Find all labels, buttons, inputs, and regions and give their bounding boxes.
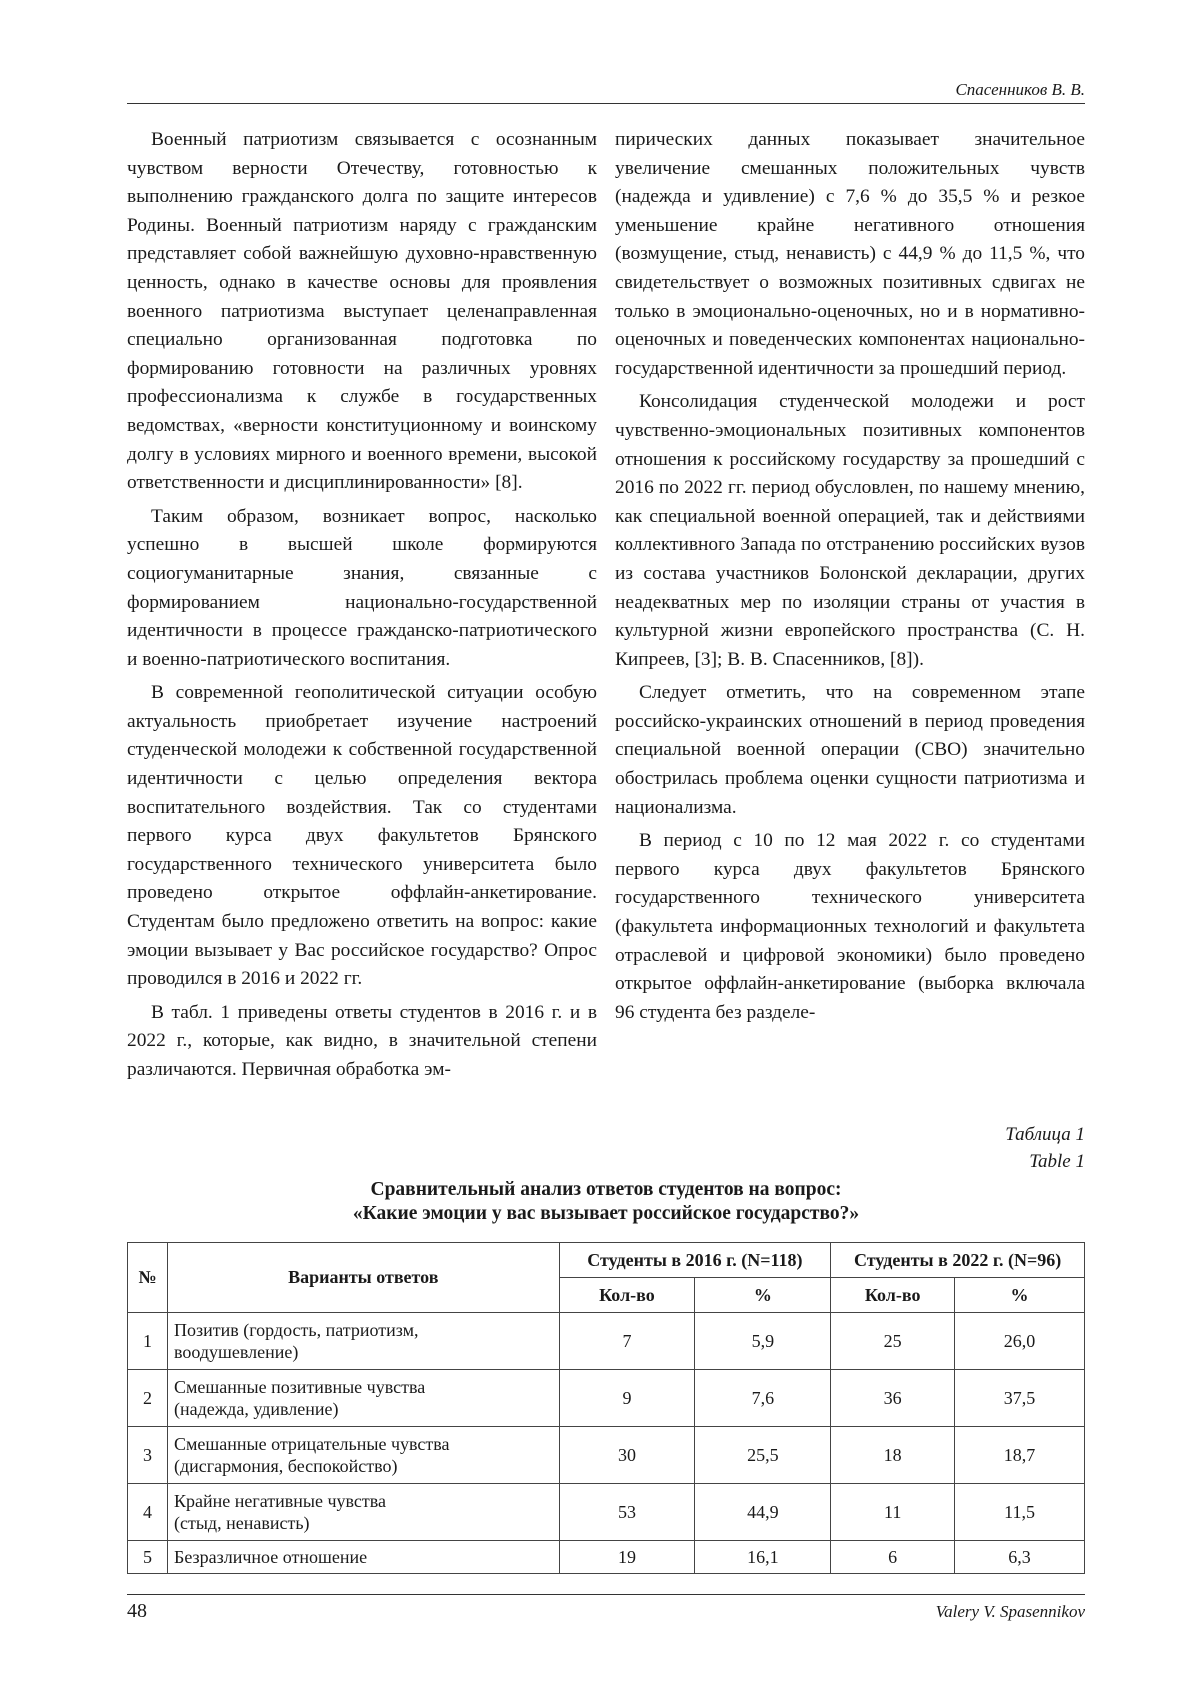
row-percent-2022: 11,5 [955,1484,1085,1541]
row-num: 1 [128,1313,168,1370]
row-answer [167,1541,559,1574]
paragraph-continued: пирических данных показывает значительное увеличение смешанных положительных чувств (надежда и удивление) с 7,6 % до 35,5 % и резкое уменьшение крайне негативного отношения (возмущение, стыд, ненависть) с 44,9 % до 11,5 %, что свидетельствует о возможных позитивных сдвигах не только в эмоционально-оценочных, но и в нормативно-оценочных и поведенческих компонентах национально-государственной идентичности за прошедший период. [615,129,1085,379]
row-answer-line: Позитив (гордость, патриотизм, [173,1320,419,1340]
left-column [127,126,597,1090]
paragraph: Консолидация студенческой молодежи и рост чувственно-эмоциональных позитивных компонентов отношения к российскому государству за прошедший с 2016 по 2022 гг. период обусловлен, по нашему мнению, как специальной военной операцией, так и действиями коллективного Запада по отстранению российских вузов из состава участников Болонской декларации, других неадекватных мер по изоляции страны от участия в культурной жизни европейского пространства (С. Н. Кипреев, [3]; В. В. Спасенников, [8]). [615,391,1085,670]
row-percent-2016: 44,9 [695,1484,831,1541]
paragraph: В табл. 1 приведены ответы студентов в 2016 г. и в 2022 г., которые, как видно, в значительной степени различаются. Первичная обработка эм- [127,1001,597,1080]
header-group-2022: Студенты в 2022 г. (N=96) [831,1243,1085,1278]
header-group-2016: Студенты в 2016 г. (N=118) [559,1243,831,1278]
row-answer-line: Смешанные позитивные чувства [173,1377,426,1397]
table-row [128,1370,1085,1427]
table-label [1005,1121,1085,1175]
page-number: 48 [127,1600,147,1622]
row-num: 4 [128,1484,168,1541]
row-percent-2016: 7,6 [695,1370,831,1427]
paragraph: В современной геополитической ситуации особую актуальность приобретает изучение настроений студенческой молодежи к собственной государственной идентичности с целью определения вектора воспитательного воздействия. Так со студентами первого курса двух факультетов Брянского государственного технического университета было проведено открытое оффлайн-анкетирование. Студентам было предложено ответить на вопрос: какие эмоции вызывает у Вас российское государство? Опрос проводился в 2016 и 2022 гг. [127,682,597,990]
table-title [127,1178,1085,1226]
row-answer-line: Смешанные отрицательные чувства [173,1434,450,1454]
header-count-2022: Кол-во [831,1278,955,1313]
paragraph: Следует отметить, что на современном этапе российско-украинских отношений в период проведения специальной военной операции (СВО) значительно обострилась проблема оценки сущности патриотизма и национализма. [615,682,1085,818]
row-answer-line: Безразличное отношение [173,1547,368,1567]
row-answer-line: воодушевление) [173,1342,299,1362]
header-count-2016: Кол-во [559,1278,695,1313]
row-count-2022: 6 [831,1541,955,1574]
row-count-2022: 25 [831,1313,955,1370]
row-count-2016: 53 [559,1484,695,1541]
row-percent-2016: 25,5 [695,1427,831,1484]
footer-divider [127,1594,1085,1595]
row-percent-2016: 5,9 [695,1313,831,1370]
row-answer-line: Крайне негативные чувства [173,1491,387,1511]
paragraph: Таким образом, возникает вопрос, насколько успешно в высшей школе формируются социогуманитарные знания, связанные с формированием национально-государственной идентичности в процессе гражданско-патриотического и военно-патриотического воспитания. [127,505,597,670]
row-percent-2022: 37,5 [955,1370,1085,1427]
paragraph: Военный патриотизм связывается с осознанным чувством верности Отечеству, готовностью к выполнению гражданского долга по защите интересов Родины. Военный патриотизм наряду с гражданским представляет собой важнейшую духовно-нравственную ценность, однако в качестве основы для проявления военного патриотизма выступает целенаправленная специально организованная подготовка по формированию готовности на различных уровнях профессионализма к службе в государственных ведомствах, «верности конституционному и воинскому долгу в условиях мирного и военного времени, высокой ответственности и дисциплинированности» [8]. [127,129,597,494]
paragraph: В период с 10 по 12 мая 2022 г. со студентами первого курса двух факультетов Брянского государственного технического университета (факультета информационных технологий и факультета отраслевой и цифровой экономики) было проведено открытое оффлайн-анкетирование (выборка включала 96 студента без разделе- [615,830,1085,1023]
row-answer [167,1484,559,1541]
row-count-2016: 30 [559,1427,695,1484]
row-num: 5 [128,1541,168,1574]
row-answer [167,1313,559,1370]
row-percent-2022: 6,3 [955,1541,1085,1574]
row-percent-2022: 26,0 [955,1313,1085,1370]
row-count-2022: 36 [831,1370,955,1427]
row-count-2022: 18 [831,1427,955,1484]
table-label-en: Table 1 [1029,1151,1085,1172]
table-row [128,1427,1085,1484]
row-count-2016: 7 [559,1313,695,1370]
row-count-2016: 9 [559,1370,695,1427]
running-header-author: Спасенников В. В. [955,80,1085,99]
header-percent-2022: % [955,1278,1085,1313]
table-row [128,1484,1085,1541]
row-answer-line: (надежда, удивление) [173,1399,339,1419]
row-answer [167,1427,559,1484]
row-percent-2016: 16,1 [695,1541,831,1574]
row-percent-2022: 18,7 [955,1427,1085,1484]
row-answer-line: (стыд, ненависть) [173,1513,310,1533]
table-title-line1: Сравнительный анализ ответов студентов на вопрос: [370,1179,842,1200]
row-count-2022: 11 [831,1484,955,1541]
header-divider [127,103,1085,104]
row-count-2016: 19 [559,1541,695,1574]
table-title-line2: «Какие эмоции у вас вызывает российское государство?» [352,1203,860,1224]
comparison-table [127,1242,1085,1574]
table-label-ru: Таблица 1 [1005,1124,1085,1145]
right-column [615,126,1085,1032]
header-answers: Варианты ответов [167,1243,559,1313]
table-row [128,1313,1085,1370]
header-num: № [128,1243,168,1313]
table-row [128,1541,1085,1574]
row-answer [167,1370,559,1427]
header-percent-2016: % [695,1278,831,1313]
running-footer-author: Valery V. Spasennikov [935,1602,1085,1621]
row-num: 2 [128,1370,168,1427]
row-answer-line: (дисгармония, беспокойство) [173,1456,398,1476]
row-num: 3 [128,1427,168,1484]
